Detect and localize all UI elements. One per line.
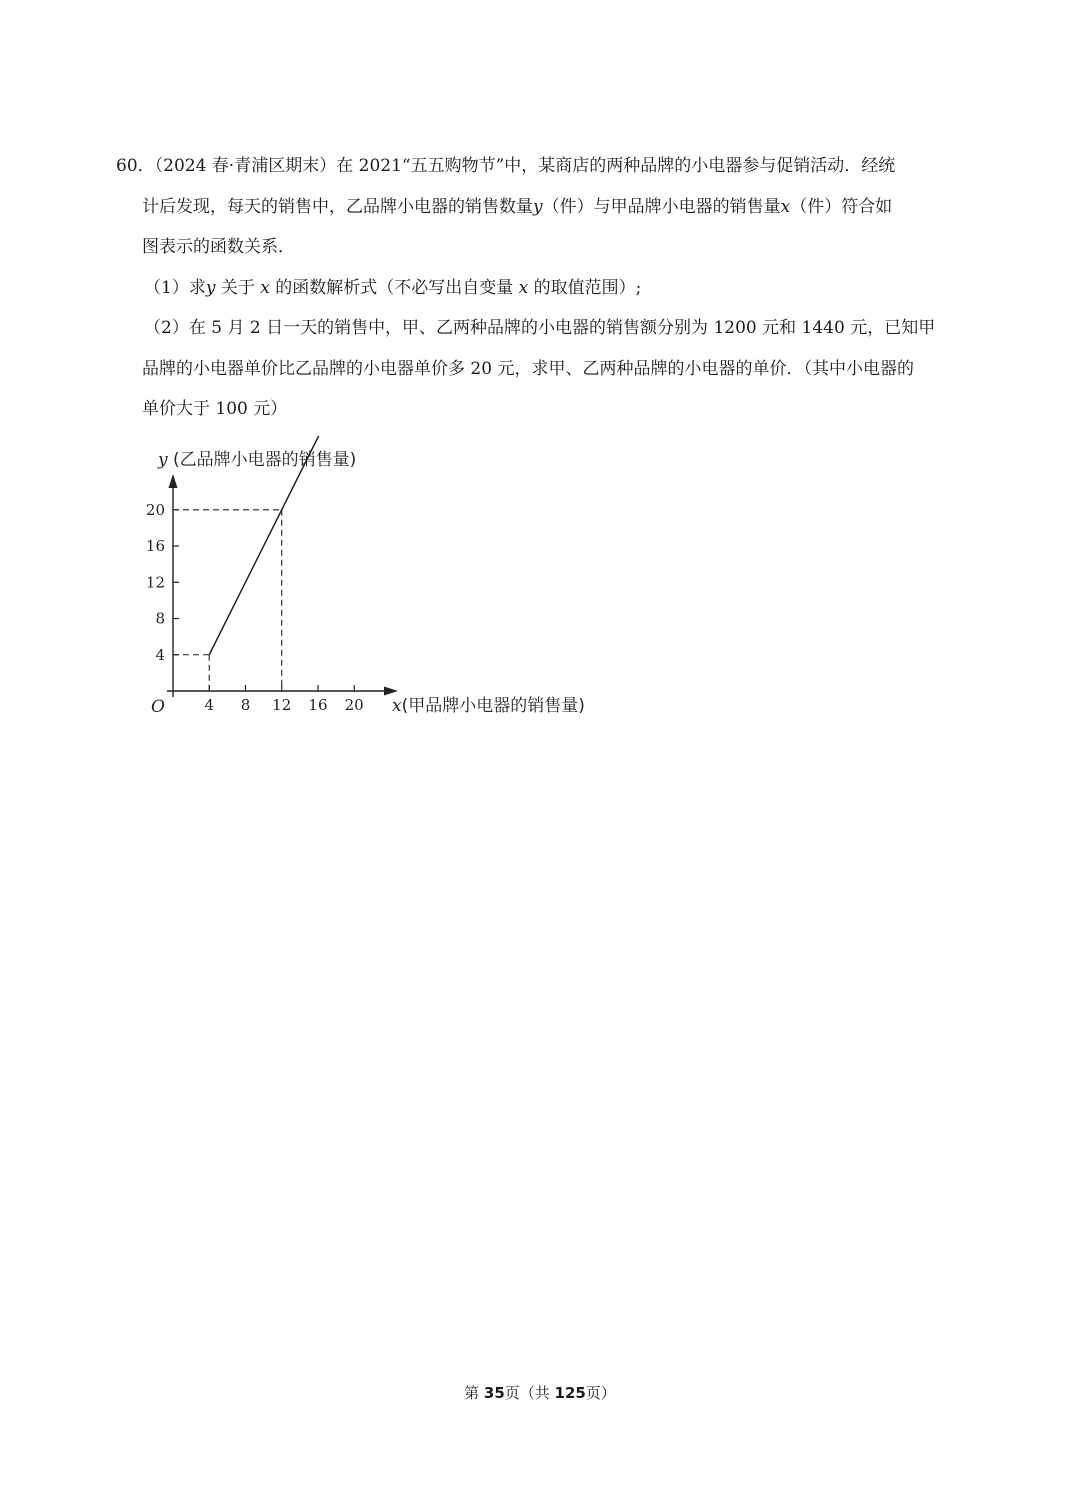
q1-text-b: 关于 bbox=[220, 277, 255, 298]
footer-suffix: 页） bbox=[585, 1384, 616, 1402]
y-axis-arrow bbox=[169, 474, 178, 488]
function-graph-svg bbox=[140, 436, 620, 726]
y-tick-label: 4 bbox=[155, 645, 165, 664]
y-tick-label: 12 bbox=[145, 573, 165, 592]
y-tick-label: 8 bbox=[155, 609, 165, 628]
y-tick-label: 16 bbox=[145, 537, 165, 556]
problem-stem-b1: 计后发现，每天的销售中，乙品牌小电器的销售数量 bbox=[142, 196, 533, 217]
question-2-line-1 bbox=[116, 308, 976, 349]
x-tick-label: 20 bbox=[344, 696, 364, 714]
x-tick-label: 4 bbox=[204, 696, 215, 714]
footer-prefix: 第 bbox=[464, 1384, 484, 1402]
y-axis-label bbox=[157, 450, 356, 470]
var-y: y bbox=[205, 277, 216, 298]
x-tick-label: 16 bbox=[308, 696, 328, 714]
x-tick-label: 12 bbox=[272, 696, 292, 714]
page-total: 125 bbox=[554, 1384, 586, 1402]
page-number: 35 bbox=[483, 1384, 505, 1402]
origin-label: O bbox=[151, 697, 165, 717]
problem-stem-a: 在 2021“五五购物节”中，某商店的两种品牌的小电器参与促销活动．经统 bbox=[336, 156, 896, 176]
y-axis-text: (乙品牌小电器的销售量) bbox=[167, 450, 357, 470]
y-axis-variable: y bbox=[158, 450, 168, 470]
q1-text-d: 的取值范围）; bbox=[533, 277, 642, 298]
q1-text-a: （1）求 bbox=[144, 277, 206, 298]
var-x: x bbox=[780, 196, 791, 217]
x-axis-arrow bbox=[384, 687, 398, 696]
question-2-line-3 bbox=[116, 389, 976, 430]
var-x: x bbox=[518, 277, 529, 298]
footer-middle: 页（共 bbox=[504, 1384, 555, 1402]
problem-stem-line-3 bbox=[116, 227, 976, 268]
page-footer bbox=[0, 1382, 1080, 1403]
x-axis-text: (甲品牌小电器的销售量) bbox=[401, 696, 585, 716]
problem-60 bbox=[116, 146, 976, 430]
q2-text-c: 单价大于 100 元） bbox=[142, 399, 288, 419]
function-graph bbox=[140, 436, 620, 726]
problem-source: （2024 春·青浦区期末） bbox=[154, 156, 337, 176]
question-1 bbox=[116, 268, 976, 309]
problem-stem-b3: （件）符合如 bbox=[790, 196, 893, 217]
q2-text-b: 品牌的小电器单价比乙品牌的小电器单价多 20 元，求甲、乙两种品牌的小电器的单价．（其中小电器的 bbox=[142, 358, 914, 379]
question-2-line-2 bbox=[116, 349, 976, 390]
problem-stem-b2: （件）与甲品牌小电器的销售量 bbox=[542, 196, 781, 217]
x-axis-variable: x bbox=[392, 696, 402, 716]
problem-stem-line-2 bbox=[116, 187, 976, 228]
problem-stem-line-1 bbox=[116, 146, 976, 187]
var-x: x bbox=[260, 277, 270, 298]
var-y: y bbox=[533, 196, 543, 217]
q1-text-c: 的函数解析式（不必写出自变量 bbox=[275, 277, 514, 298]
problem-number: 60． bbox=[116, 156, 155, 176]
x-tick-label: 8 bbox=[240, 696, 251, 714]
q2-text-a: （2）在 5 月 2 日一天的销售中，甲、乙两种品牌的小电器的销售额分别为 1200 元和 1440 元，已知甲 bbox=[144, 318, 936, 338]
problem-stem-c: 图表示的函数关系． bbox=[142, 237, 295, 257]
x-axis-label bbox=[392, 696, 585, 716]
y-tick-label: 20 bbox=[145, 500, 165, 519]
